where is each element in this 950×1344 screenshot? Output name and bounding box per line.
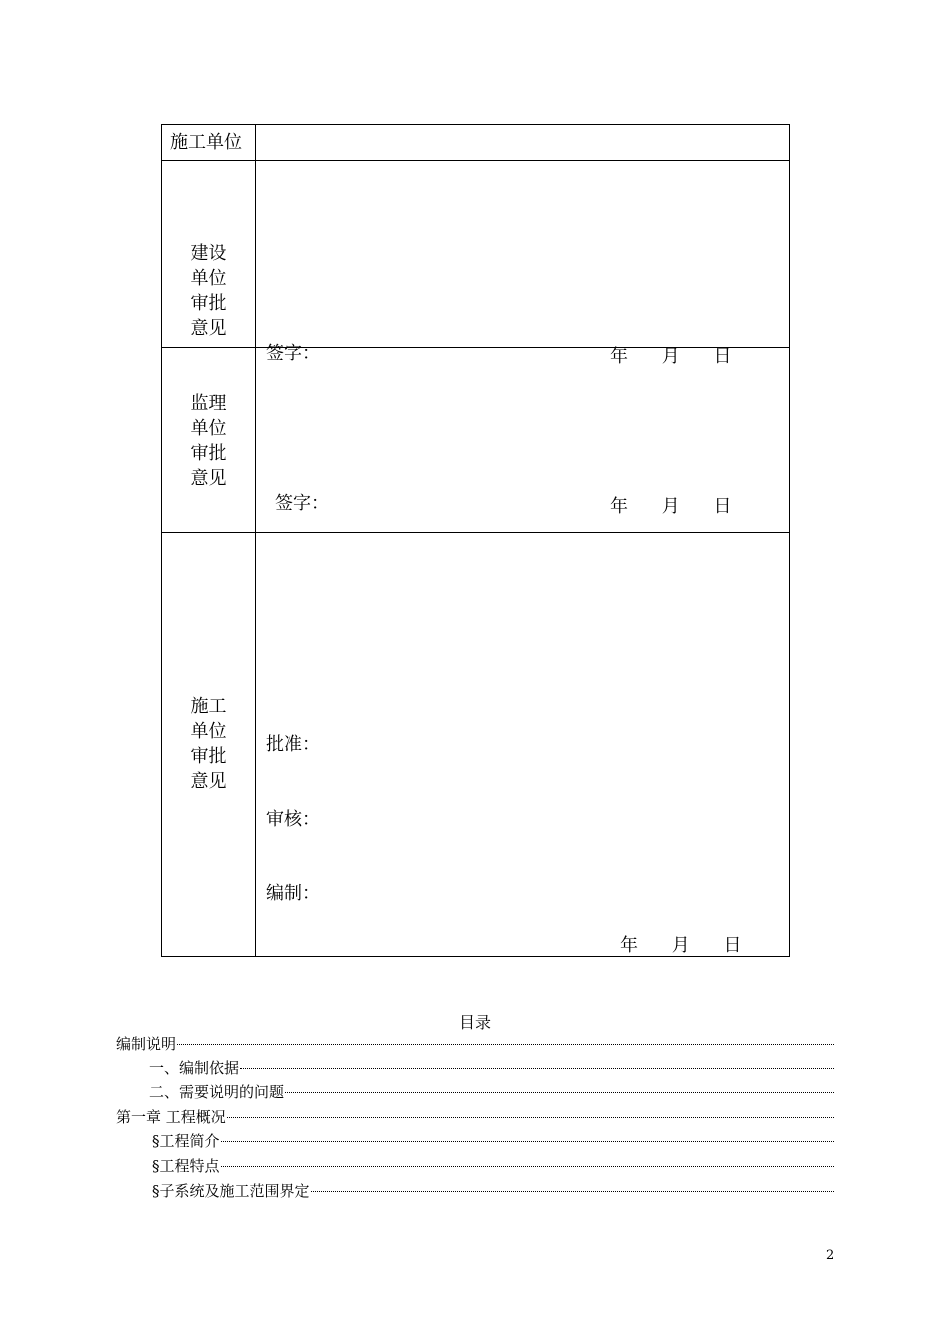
review-label: 审核： (266, 809, 320, 830)
date-year: 年 (620, 935, 638, 956)
toc-leader-dots (177, 1044, 834, 1045)
label-line: 单位 (190, 268, 227, 289)
label-line: 审批 (190, 443, 227, 464)
toc-entry-text: §工程特点 (152, 1157, 220, 1175)
contractor-approval-label-cell (162, 533, 256, 957)
toc-entry-text: 第一章 工程概况 (116, 1108, 226, 1126)
toc-entry[interactable] (116, 1057, 834, 1079)
toc-leader-dots (240, 1068, 834, 1069)
toc-entry[interactable] (116, 1155, 834, 1177)
date-year: 年 (610, 496, 628, 517)
date-day: 日 (713, 346, 732, 367)
approval-table (161, 124, 790, 957)
page-number: 2 (826, 1248, 835, 1263)
contractor-approval-content-cell (256, 533, 790, 957)
supervisor-sign-label: 签字： (275, 493, 329, 514)
toc-entry[interactable] (116, 1033, 834, 1055)
toc-leader-dots (221, 1166, 834, 1167)
contractor-date (620, 931, 741, 957)
label-line: 监理 (190, 393, 227, 414)
toc-entry-text: §工程简介 (152, 1132, 220, 1150)
owner-sign-label: 签字： (266, 343, 320, 364)
label-line: 施工 (190, 696, 227, 717)
date-day: 日 (713, 496, 732, 517)
toc-leader-dots (221, 1141, 834, 1142)
owner-approval-row (162, 161, 790, 348)
construction-unit-value-cell (256, 125, 790, 161)
label-line: 单位 (190, 721, 227, 742)
supervisor-approval-label-cell (162, 348, 256, 533)
owner-approval-content-cell (256, 161, 790, 367)
supervisor-date (610, 492, 731, 518)
label-line: 建设 (190, 243, 227, 264)
date-month: 月 (661, 496, 680, 517)
construction-unit-label: 施工单位 (170, 132, 242, 153)
date-year: 年 (610, 346, 628, 367)
label-line: 意见 (190, 771, 227, 792)
toc-entry[interactable] (116, 1180, 834, 1202)
toc-leader-dots (285, 1092, 834, 1093)
date-month: 月 (671, 935, 690, 956)
label-line: 单位 (190, 418, 227, 439)
label-line: 审批 (190, 293, 227, 314)
toc-entry-text: 一、编制依据 (149, 1059, 240, 1077)
toc-entry-text: §子系统及施工范围界定 (152, 1182, 310, 1200)
label-line: 意见 (190, 468, 227, 489)
toc-entry[interactable] (116, 1081, 834, 1103)
label-line: 意见 (190, 318, 227, 339)
owner-approval-label (162, 241, 255, 341)
toc-leader-dots (311, 1191, 834, 1192)
label-line: 审批 (190, 746, 227, 767)
contractor-approval-row (162, 533, 790, 957)
toc-leader-dots (227, 1117, 834, 1118)
toc-title: 目录 (458, 1013, 491, 1032)
toc-entry-text: 二、需要说明的问题 (149, 1083, 285, 1101)
toc-entry[interactable] (116, 1106, 834, 1128)
compile-label: 编制： (266, 883, 320, 904)
supervisor-approval-row (162, 348, 790, 533)
approve-label: 批准： (266, 734, 320, 755)
supervisor-approval-label (162, 391, 255, 491)
toc-entry-text: 编制说明 (116, 1035, 177, 1053)
toc-entry[interactable] (116, 1130, 834, 1152)
date-day: 日 (723, 935, 742, 956)
date-month: 月 (661, 346, 680, 367)
contractor-approval-label (162, 694, 255, 794)
owner-approval-label-cell (162, 161, 256, 348)
construction-unit-label-cell (162, 125, 256, 161)
supervisor-approval-content-cell (256, 348, 790, 533)
construction-unit-row (162, 125, 790, 161)
